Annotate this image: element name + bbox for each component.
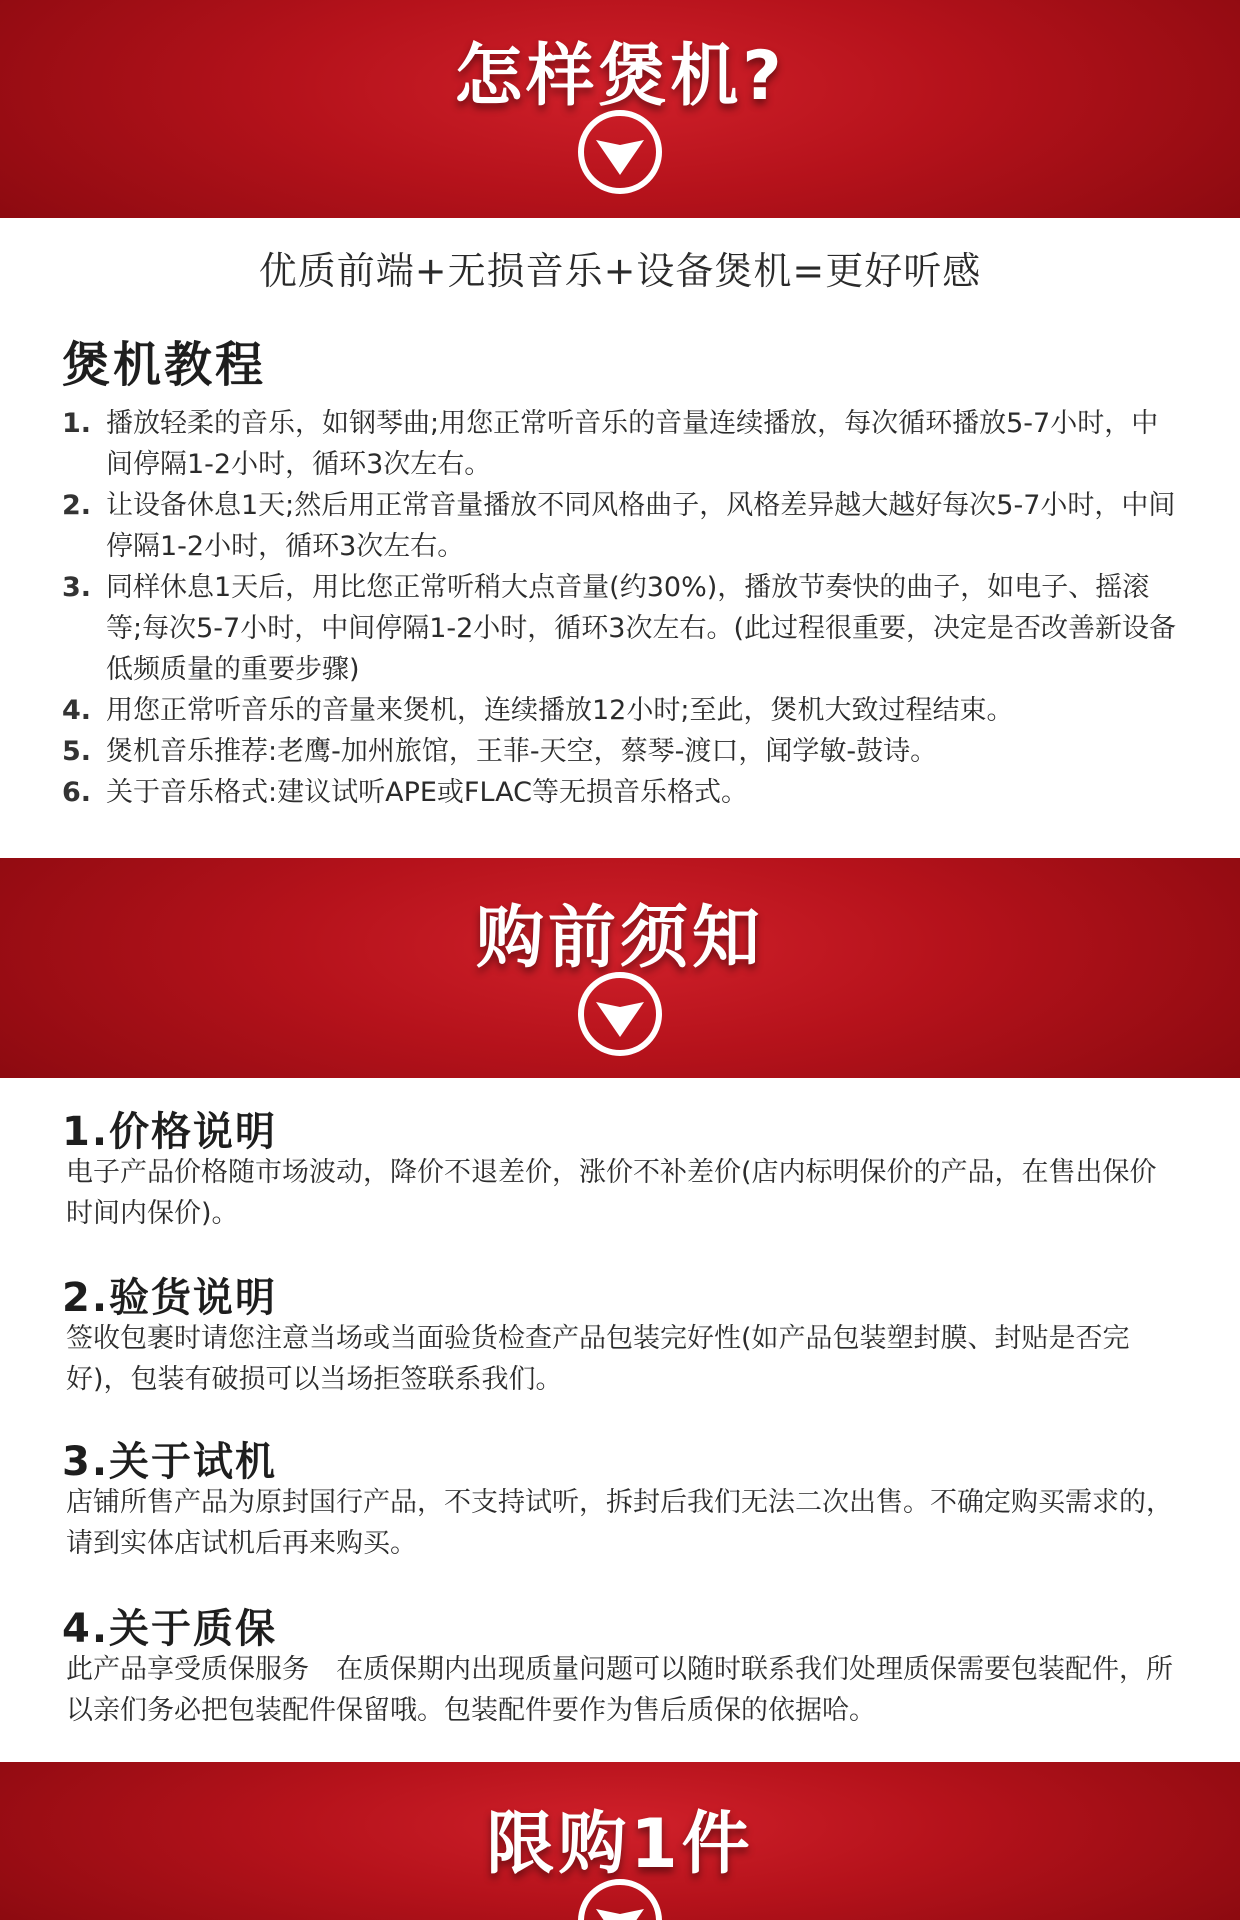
notice-heading-trial: 3.关于试机 [62, 1439, 278, 1485]
tutorial-step [62, 403, 1182, 485]
notice-text-price: 电子产品价格随市场波动，降价不退差价，涨价不补差价(店内标明保价的产品，在售出保价时间内保价)。 [66, 1157, 1157, 1229]
notice-text-inspection: 签收包裹时请您注意当场或当面验货检查产品包装完好性(如产品包装塑封膜、封贴是否完好)，包装有破损可以当场拒签联系我们。 [66, 1323, 1130, 1395]
banner-purchase-limit [0, 1762, 1240, 1920]
tutorial-steps [62, 403, 1182, 813]
chevron-down-circle-icon [577, 109, 663, 195]
notice-text-warranty: 此产品享受质保服务 在质保期内出现质量问题可以随时联系我们处理质保需要包装配件，所以亲们务必把包装配件保留哦。包装配件要作为售后质保的依据哈。 [66, 1654, 1173, 1726]
chevron-down-circle-icon [577, 1878, 663, 1920]
tutorial-step [62, 731, 1182, 772]
banner-title: 限购1件 [486, 1805, 754, 1884]
notice-heading-warranty: 4.关于质保 [62, 1606, 278, 1652]
tutorial-step [62, 567, 1182, 690]
step-number: 6. [62, 777, 92, 808]
step-text: 同样休息1天后，用比您正常听稍大点音量(约30%)，播放节奏快的曲子，如电子、摇滚等;每次5-7小时，中间停隔1-2小时，循环3次左右。(此过程很重要，决定是否改善新设备低频质量的重要步骤) [106, 572, 1177, 685]
step-number: 5. [62, 736, 92, 767]
step-text: 播放轻柔的音乐，如钢琴曲;用您正常听音乐的音量连续播放，每次循环播放5-7小时，中间停隔1-2小时，循环3次左右。 [106, 408, 1159, 480]
tutorial-step [62, 485, 1182, 567]
banner-how-to-burn-in [0, 0, 1240, 218]
notice-heading-inspection: 2.验货说明 [62, 1275, 278, 1321]
step-text: 关于音乐格式:建议试听APE或FLAC等无损音乐格式。 [106, 777, 748, 808]
banner-title: 购前须知 [475, 899, 764, 978]
tutorial-step [62, 690, 1182, 731]
tutorial-step [62, 772, 1182, 813]
step-text: 用您正常听音乐的音量来煲机，连续播放12小时;至此，煲机大致过程结束。 [106, 695, 1014, 726]
tutorial-heading: 煲机教程 [62, 337, 267, 393]
tagline: 优质前端+无损音乐+设备煲机=更好听感 [258, 249, 982, 293]
step-number: 1. [62, 408, 92, 439]
step-text: 煲机音乐推荐:老鹰-加州旅馆，王菲-天空，蔡琴-渡口，闻学敏-鼓诗。 [106, 736, 938, 767]
step-number: 2. [62, 490, 92, 521]
step-number: 3. [62, 572, 92, 603]
chevron-down-circle-icon [577, 971, 663, 1057]
step-number: 4. [62, 695, 92, 726]
banner-title: 怎样煲机? [454, 37, 786, 116]
step-text: 让设备休息1天;然后用正常音量播放不同风格曲子，风格差异越大越好每次5-7小时，中间停隔1-2小时，循环3次左右。 [106, 490, 1176, 562]
notice-text-trial: 店铺所售产品为原封国行产品，不支持试听，拆封后我们无法二次出售。不确定购买需求的，请到实体店试机后再来购买。 [66, 1487, 1173, 1559]
notice-heading-price: 1.价格说明 [62, 1109, 278, 1155]
banner-purchase-notice [0, 858, 1240, 1078]
